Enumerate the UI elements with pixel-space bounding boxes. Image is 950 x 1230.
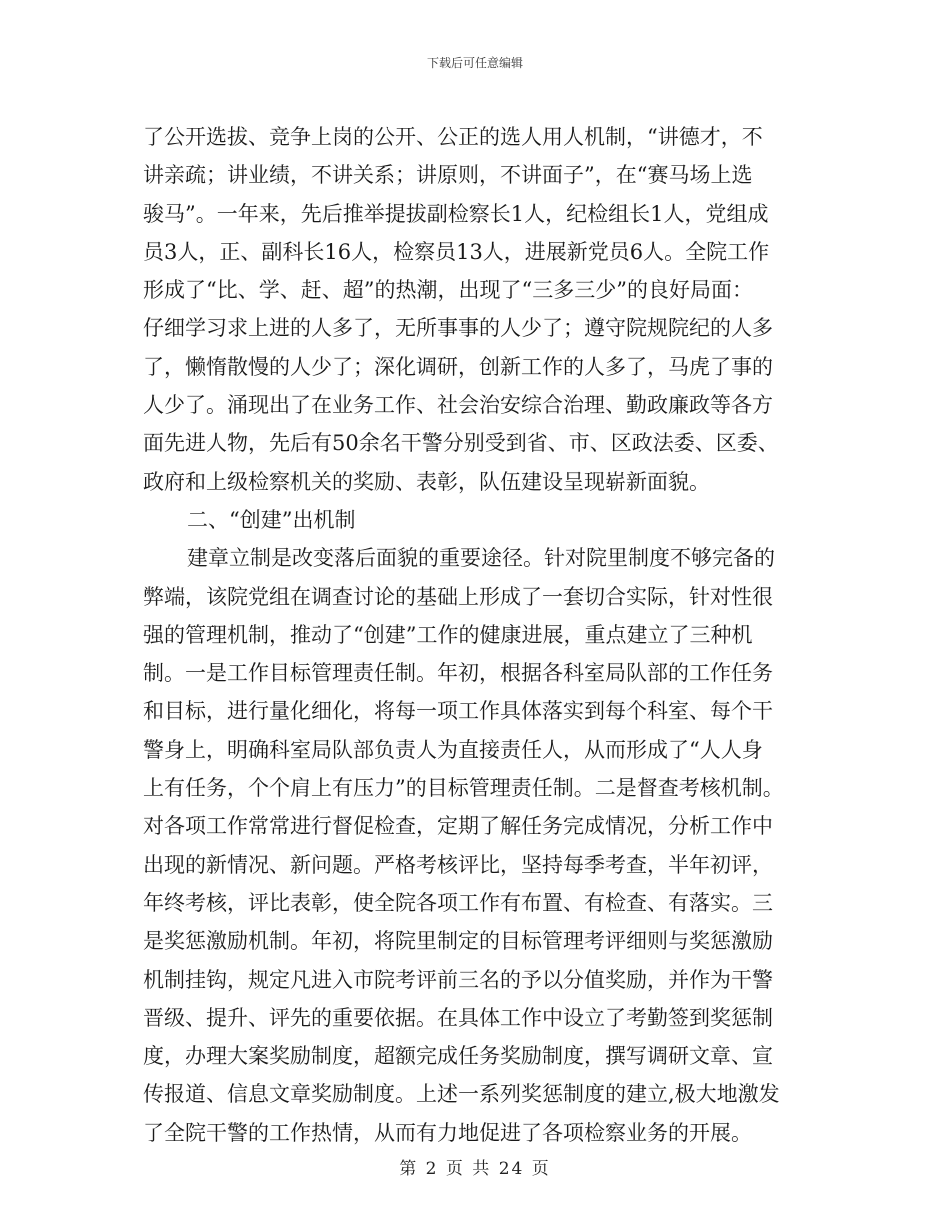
text-line-16: 和目标，进行量化细化，将每一项工作具体落实到每个科室、每个干 (143, 699, 773, 724)
text-line-3: 骏马”。一年来，先后推举提拔副检察长1人，纪检组长1人，党组成 (143, 201, 769, 226)
text-line-4: 员3人，正、副科长16人，检察员13人，进展新党员6人。全院工作 (143, 239, 770, 264)
text-line-8: 人少了。涌现出了在业务工作、社会治安综合治理、勤政廉政等各方 (143, 393, 773, 418)
text-line-9: 面先进人物，先后有50余名干警分别受到省、市、区政法委、区委、 (143, 431, 779, 456)
text-line-18: 上有任务，个个肩上有压力”的目标管理责任制。二是督查考核机制。 (143, 776, 784, 801)
text-line-21: 年终考核，评比表彰，使全院各项工作有布置、有检查、有落实。三 (143, 890, 773, 915)
text-line-17: 警身上，明确科室局队部负责人为直接责任人，从而形成了“人人身 (143, 737, 763, 762)
text-line-20: 出现的新情况、新问题。严格考核评比，坚持每季考查，半年初评， (143, 852, 773, 877)
text-line-5: 形成了“比、学、赶、超”的热潮，出现了“三多三少”的良好局面： (143, 278, 753, 303)
text-line-12: 建章立制是改变落后面貌的重要途径。针对院里制度不够完备的 (187, 546, 775, 571)
text-line-27: 了全院干警的工作热情，从而有力地促进了各项检察业务的开展。 (143, 1120, 752, 1145)
page-header: 下载后可任意编辑 (426, 56, 523, 70)
text-line-2: 讲亲疏；讲业绩，不讲关系；讲原则，不讲面子”，在“赛马场上选 (143, 163, 753, 188)
text-line-15: 制。一是工作目标管理责任制。年初，根据各科室局队部的工作任务 (143, 661, 773, 686)
text-line-24: 晋级、提升、评先的重要依据。在具体工作中设立了考勤签到奖惩制 (143, 1005, 773, 1030)
text-line-13: 弊端，该院党组在调查讨论的基础上形成了一套切合实际，针对性很 (143, 584, 773, 609)
text-line-25: 度，办理大案奖励制度，超额完成任务奖励制度，撰写调研文章、宣 (143, 1044, 773, 1069)
text-line-1: 了公开选拔、竞争上岗的公开、公正的选人用人机制，“讲德才，不 (143, 125, 763, 149)
text-line-19: 对各项工作常常进行督促检查，定期了解任务完成情况，分析工作中 (143, 814, 773, 839)
text-line-10: 政府和上级检察机关的奖励、表彰，队伍建设呈现崭新面貌。 (143, 469, 710, 494)
text-line-7: 了，懒惰散慢的人少了；深化调研，创新工作的人多了，马虎了事的 (143, 354, 773, 379)
text-line-23: 机制挂钩，规定凡进入市院考评前三名的予以分值奖励，并作为干警 (143, 967, 773, 992)
body-text (143, 118, 813, 1152)
text-line-22: 是奖惩激励机制。年初，将院里制定的目标管理考评细则与奖惩激励 (143, 929, 773, 954)
text-line-26: 传报道、信息文章奖励制度。上述一系列奖惩制度的建立,极大地激发 (143, 1082, 780, 1107)
section-heading: 二、“创建”出机制 (187, 507, 356, 532)
text-line-6: 仔细学习求上进的人多了，无所事事的人少了；遵守院规院纪的人多 (143, 316, 773, 341)
page-footer: 第 2 页 共 24 页 (399, 1159, 551, 1179)
text-line-14: 强的管理机制，推动了“创建”工作的健康进展，重点建立了三种机 (143, 622, 753, 647)
